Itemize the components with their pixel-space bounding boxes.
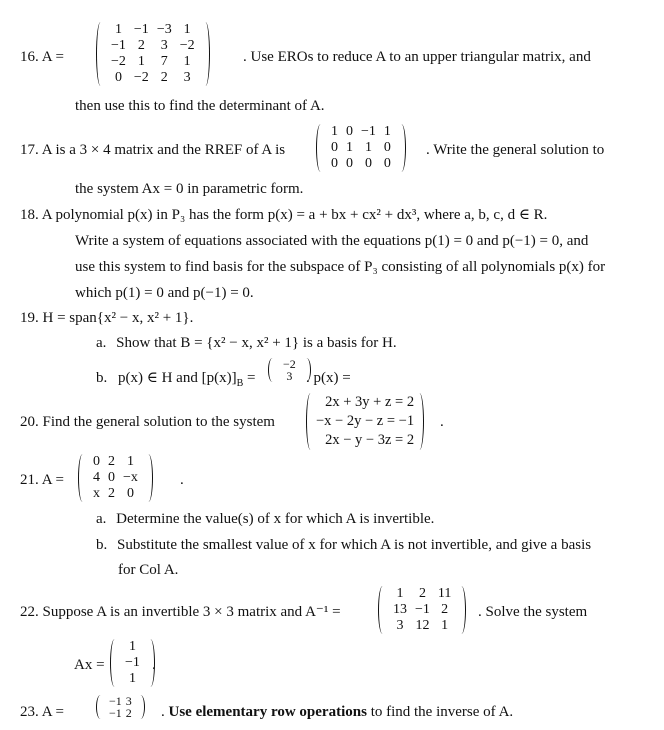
problem-18-line3: use this system to find basis for the subspace of P₃ consisting of all polynomials p(x) for — [75, 259, 606, 275]
equation: −x − 2y − z = −1 — [316, 413, 415, 429]
problem-17-text-after: . Write the general solution to — [426, 142, 605, 158]
problem-21-label — [20, 471, 64, 489]
problem-21b-line2: for Col A. — [118, 562, 179, 578]
vector-22: 1 −1 1 — [110, 639, 155, 687]
problem-18-line4: which p(1) = 0 and p(−1) = 0. — [75, 285, 254, 301]
matrix-lhs: A = — [41, 49, 64, 65]
problem-23-text: . Use elementary row operations to find the inverse of A. — [161, 704, 514, 720]
bold-instruction: Use elementary row operations — [168, 704, 367, 720]
matrix-23: −1 3 −1 2 — [96, 695, 145, 719]
problem-19a: a. Show that B = {x² − x, x² + 1} is a basis for H. — [96, 335, 397, 351]
item-label: a. — [96, 511, 107, 527]
problem-22-text-after2: . — [152, 657, 156, 673]
problem-number: 19. — [20, 310, 39, 326]
problem-22-text-after: . Solve the system — [478, 604, 588, 620]
matrix-16: 1 −1 −3 1 −1 2 3 −2 −2 1 7 1 0 −2 2 3 — [96, 22, 210, 86]
problem-16-text: . Use EROs to reduce A to an upper triangular matrix, and — [243, 49, 591, 65]
problem-19b-text-after: . p(x) = — [306, 370, 351, 386]
problem-number: 23. — [20, 704, 39, 720]
problem-17-text: A is a 3 × 4 matrix and the RREF of A is — [41, 142, 286, 158]
problem-21-text-after: . — [180, 472, 184, 488]
equation: 2x + 3y + z = 2 — [325, 394, 415, 410]
problem-19b-label: b. — [96, 370, 108, 386]
problem-number: 22. — [20, 604, 39, 620]
problem-21b: b. Substitute the smallest value of x for which A is not invertible, and give a basis — [96, 537, 592, 553]
problem-number: 16. — [20, 49, 39, 65]
problem-number: 20. — [20, 414, 39, 430]
matrix-22: 1 2 11 13 −1 2 3 12 1 — [378, 586, 466, 634]
problem-16-label — [20, 48, 64, 66]
problem-17-label — [20, 141, 285, 159]
problem-number: 17. — [20, 142, 39, 158]
problem-18-line2: Write a system of equations associated with the equations p(1) = 0 and p(−1) = 0, and — [75, 233, 589, 249]
problem-22-label: 22. Suppose A is an invertible 3 × 3 matrix and A⁻¹ = — [20, 604, 341, 620]
problem-22-lhs2: Ax = — [74, 657, 105, 673]
matrix-21: 0 2 1 4 0 −x x 2 0 — [78, 454, 153, 502]
problem-19b-text: p(x) ∈ H and $[p(x)]_B$ = — [118, 370, 256, 389]
problem-21a: a. Determine the value(s) of x for which A is invertible. — [96, 511, 435, 527]
problem-number: 18. — [20, 207, 39, 223]
problem-20-label: 20. Find the general solution to the system — [20, 414, 275, 430]
vector-19: −2 3 — [268, 358, 311, 382]
problem-20-text-after: . — [440, 414, 444, 430]
problem-19-line1: 19. H = span{x² − x, x² + 1}. — [20, 310, 194, 326]
problem-number: 21. — [20, 472, 39, 488]
item-label: b. — [96, 537, 108, 553]
equation: 2x − y − 3z = 2 — [325, 432, 415, 448]
item-label: a. — [96, 335, 107, 351]
problem-16-text-line2: then use this to find the determinant of A. — [75, 98, 325, 114]
matrix-17: 1 0 −1 1 0 1 1 0 0 0 0 0 — [316, 124, 406, 172]
problem-23-label — [20, 703, 64, 721]
matrix-lhs: A = — [41, 472, 64, 488]
problem-17-text-line2: the system Ax = 0 in parametric form. — [75, 181, 304, 197]
problem-18-line1: 18. A polynomial p(x) in P₃ has the form p(x) = a + bx + cx² + dx³, where a, b, c, d ∈ R. — [20, 207, 548, 223]
system-20 — [306, 393, 424, 450]
matrix-lhs: A = — [41, 704, 64, 720]
